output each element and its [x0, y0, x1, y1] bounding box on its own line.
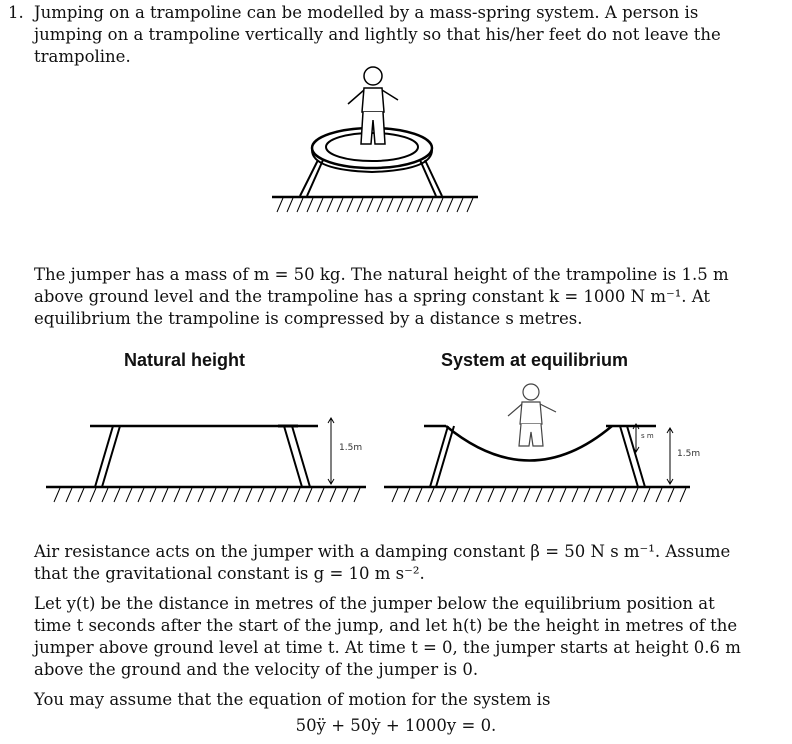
equilibrium-caption: System at equilibrium [441, 350, 629, 370]
parameters-paragraph: The jumper has a mass of m = 50 kg. The natural height of the trampoline is 1.5 m above ground level and the trampoline has a spring constant k = 1000 N m⁻¹. At equilibrium the trampoline is compressed by a distance s metres. [34, 265, 729, 328]
jumper-figure-equilibrium [508, 384, 556, 446]
question-intro-text: Jumping on a trampoline can be modelled by a mass-spring system. A person is jumping on a trampoline vertically and lightly so that his/her feet do not leave the trampoline. [34, 3, 721, 66]
natural-height-caption: Natural height [124, 350, 246, 370]
damping-paragraph: Air resistance acts on the jumper with a damping constant β = 50 N s m⁻¹. Assume that the gravitational constant is g = 10 m s⁻². [34, 542, 731, 583]
assume-paragraph: You may assume that the equation of motion for the system is [34, 690, 551, 709]
definition-paragraph: Let y(t) be the distance in metres of the jumper below the equilibrium position at time t seconds after the start of the jump, and let h(t) be the height in metres of the jumper above ground level at time t. At time t = 0, the jumper starts at height 0.6 m above the ground and the velocity of the jumper is 0. [34, 594, 741, 679]
natural-height-label: 1.5m [339, 443, 363, 453]
equilibrium-height-label: 1.5m [677, 449, 701, 459]
equation-of-motion: 50ÿ + 50ẏ + 1000y = 0. [295, 716, 497, 735]
compression-label: s m [641, 432, 654, 440]
question-number: 1. [8, 3, 24, 22]
trampoline-comparison-diagram [0, 380, 792, 550]
trampoline-jumper-illustration [0, 0, 792, 230]
